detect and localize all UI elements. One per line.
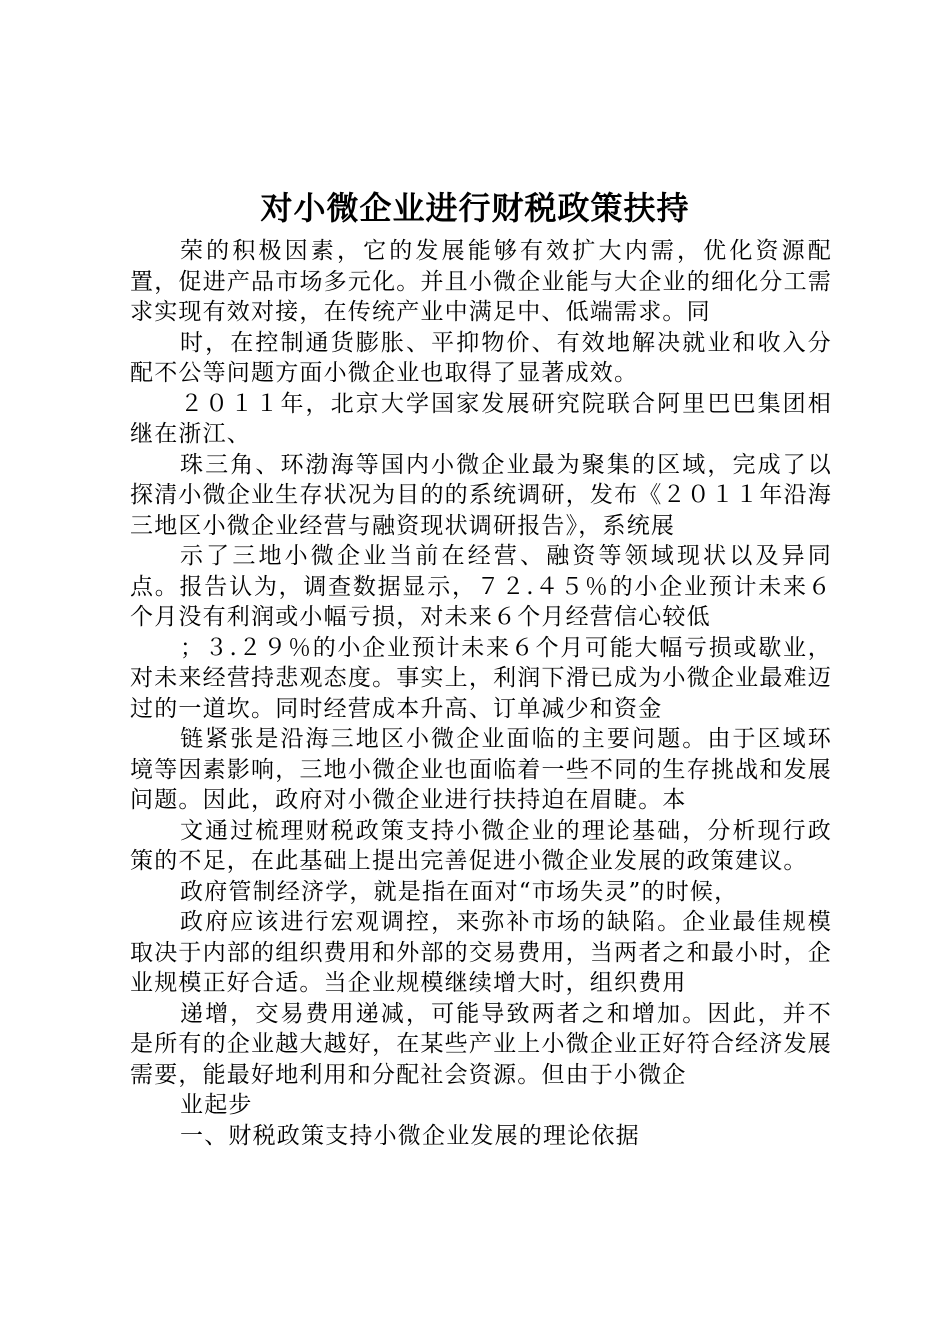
- section-heading: 一、财税政策支持小微企业发展的理论依据: [180, 1122, 640, 1149]
- paragraph: 链紧张是沿海三地区小微企业面临的主要问题。由于区域环境等因素影响，三地小微企业也面临着一些不同的生存挑战和发展问题。因此，政府对小微企业进行扶持迫在眉睫。本: [130, 726, 832, 813]
- document-body: [130, 236, 832, 1151]
- paragraph: 政府管制经济学，就是指在面对“市场失灵”的时候，: [180, 878, 739, 905]
- paragraph: 示了三地小微企业当前在经营、融资等领域现状以及异同点。报告认为，调查数据显示，７２.４５％的小企业预计未来６个月没有利润或小幅亏损，对未来６个月经营信心较低: [130, 543, 832, 630]
- paragraph: 荣的积极因素，它的发展能够有效扩大内需，优化资源配置，促进产品市场多元化。并且小微企业能与大企业的细化分工需求实现有效对接，在传统产业中满足中、低端需求。同: [130, 238, 832, 325]
- paragraph: ；３.２９％的小企业预计未来６个月可能大幅亏损或歇业，对未来经营持悲观态度。事实上，利润下滑已成为小微企业最难迈过的一道坎。同时经营成本升高、订单减少和资金: [130, 634, 832, 722]
- paragraph: 政府应该进行宏观调控，来弥补市场的缺陷。企业最佳规模取决于内部的组织费用和外部的交易费用，当两者之和最小时，企业规模正好合适。当企业规模继续增大时，组织费用: [130, 909, 832, 996]
- paragraph: 时，在控制通货膨胀、平抑物价、有效地解决就业和收入分配不公等问题方面小微企业也取得了显著成效。: [130, 329, 832, 386]
- paragraph: 递增，交易费用递减，可能导致两者之和增加。因此，并不是所有的企业越大越好，在某些产业上小微企业正好符合经济发展需要，能最好地利用和分配社会资源。但由于小微企: [130, 1000, 832, 1088]
- paragraph: ２０１１年，北京大学国家发展研究院联合阿里巴巴集团相继在浙江、: [130, 390, 832, 447]
- paragraph: 珠三角、环渤海等国内小微企业最为聚集的区域，完成了以探清小微企业生存状况为目的的系统调研，发布《２０１１年沿海三地区小微企业经营与融资现状调研报告》，系统展: [130, 451, 832, 539]
- document-title: 对小微企业进行财税政策扶持: [260, 189, 690, 227]
- paragraph: 文通过梳理财税政策支持小微企业的理论基础，分析现行政策的不足，在此基础上提出完善促进小微企业发展的政策建议。: [130, 817, 832, 874]
- paragraph: 业起步: [180, 1092, 253, 1118]
